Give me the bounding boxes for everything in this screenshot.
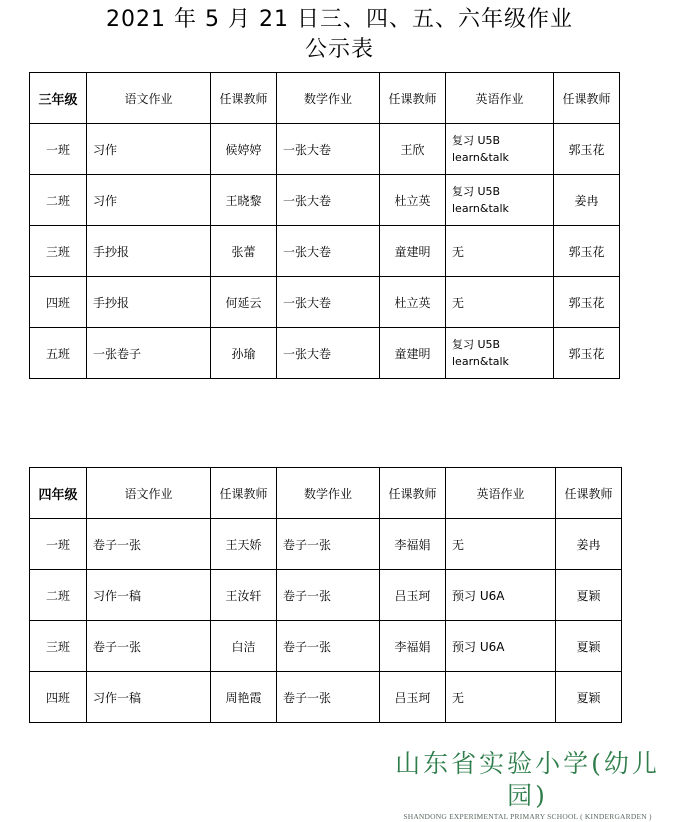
- teacher-cell: 童建明: [380, 328, 446, 379]
- school-logo-name: 山东省实验小学(幼儿园): [395, 749, 660, 810]
- header-teacher: 任课教师: [554, 73, 620, 124]
- math-cell: 一张大卷: [277, 328, 380, 379]
- grade-label: 三年级: [30, 73, 87, 124]
- teacher-cell: 姜冉: [554, 175, 620, 226]
- header-teacher: 任课教师: [211, 468, 277, 519]
- english-cell: 无: [446, 519, 556, 570]
- english-line: 复习 U5B: [452, 338, 501, 351]
- math-cell: 一张大卷: [277, 175, 380, 226]
- table-row: [30, 124, 620, 175]
- math-cell: 一张大卷: [277, 277, 380, 328]
- teacher-cell: 夏颖: [556, 672, 622, 723]
- teacher-cell: 孙瑜: [211, 328, 277, 379]
- teacher-cell: 郭玉花: [554, 124, 620, 175]
- teacher-cell: 童建明: [380, 226, 446, 277]
- header-teacher: 任课教师: [380, 73, 446, 124]
- class-cell: 一班: [30, 124, 87, 175]
- school-logo-english: SHANDONG EXPERIMENTAL PRIMARY SCHOOL ( KINDERGARDEN ): [403, 812, 652, 821]
- table-row: [30, 519, 622, 570]
- table-row: [30, 621, 622, 672]
- english-line: learn&talk: [452, 355, 509, 368]
- teacher-cell: 张蕾: [211, 226, 277, 277]
- english-cell: 预习 U6A: [446, 621, 556, 672]
- chinese-cell: 一张卷子: [87, 328, 211, 379]
- teacher-cell: 王晓黎: [211, 175, 277, 226]
- page-title-line1: 2021 年 5 月 21 日三、四、五、六年级作业: [106, 7, 573, 32]
- table-row: [30, 226, 620, 277]
- header-english: 英语作业: [446, 73, 554, 124]
- teacher-cell: 郭玉花: [554, 277, 620, 328]
- teacher-cell: 夏颖: [556, 621, 622, 672]
- table-row: [30, 672, 622, 723]
- teacher-cell: 杜立英: [380, 277, 446, 328]
- table-header-row: [30, 73, 620, 124]
- english-line: learn&talk: [452, 151, 509, 164]
- teacher-cell: 郭玉花: [554, 328, 620, 379]
- english-line: learn&talk: [452, 202, 509, 215]
- table-row: [30, 175, 620, 226]
- grade-label: 四年级: [30, 468, 87, 519]
- math-cell: 卷子一张: [277, 672, 380, 723]
- chinese-cell: 卷子一张: [87, 621, 211, 672]
- chinese-cell: 卷子一张: [87, 519, 211, 570]
- teacher-cell: 王天娇: [211, 519, 277, 570]
- table-row: [30, 570, 622, 621]
- teacher-cell: 李福娟: [380, 621, 446, 672]
- teacher-cell: 王欣: [380, 124, 446, 175]
- table-row: [30, 277, 620, 328]
- english-cell: [446, 124, 554, 175]
- teacher-cell: 何延云: [211, 277, 277, 328]
- class-cell: 一班: [30, 519, 87, 570]
- class-cell: 三班: [30, 621, 87, 672]
- class-cell: 五班: [30, 328, 87, 379]
- teacher-cell: 李福娟: [380, 519, 446, 570]
- math-cell: 一张大卷: [277, 124, 380, 175]
- header-chinese: 语文作业: [87, 73, 211, 124]
- school-logo: [380, 748, 675, 822]
- english-cell: 预习 U6A: [446, 570, 556, 621]
- teacher-cell: 姜冉: [556, 519, 622, 570]
- table-header-row: [30, 468, 622, 519]
- teacher-cell: 杜立英: [380, 175, 446, 226]
- chinese-cell: 手抄报: [87, 277, 211, 328]
- english-line: 复习 U5B: [452, 185, 501, 198]
- header-math: 数学作业: [277, 468, 380, 519]
- teacher-cell: 王汝轩: [211, 570, 277, 621]
- math-cell: 卷子一张: [277, 621, 380, 672]
- header-english: 英语作业: [446, 468, 556, 519]
- header-teacher: 任课教师: [211, 73, 277, 124]
- class-cell: 四班: [30, 277, 87, 328]
- math-cell: 一张大卷: [277, 226, 380, 277]
- english-cell: [446, 328, 554, 379]
- class-cell: 三班: [30, 226, 87, 277]
- math-cell: 卷子一张: [277, 519, 380, 570]
- english-cell: [446, 175, 554, 226]
- grade4-table: [29, 467, 622, 723]
- class-cell: 四班: [30, 672, 87, 723]
- english-cell: 无: [446, 226, 554, 277]
- chinese-cell: 手抄报: [87, 226, 211, 277]
- header-math: 数学作业: [277, 73, 380, 124]
- teacher-cell: 候婷婷: [211, 124, 277, 175]
- chinese-cell: 习作一稿: [87, 672, 211, 723]
- teacher-cell: 夏颖: [556, 570, 622, 621]
- table-row: [30, 328, 620, 379]
- teacher-cell: 周艳霞: [211, 672, 277, 723]
- header-teacher: 任课教师: [380, 468, 446, 519]
- teacher-cell: 吕玉珂: [380, 570, 446, 621]
- english-cell: 无: [446, 277, 554, 328]
- class-cell: 二班: [30, 175, 87, 226]
- math-cell: 卷子一张: [277, 570, 380, 621]
- page-title-line2: 公示表: [304, 37, 374, 62]
- header-chinese: 语文作业: [87, 468, 211, 519]
- chinese-cell: 习作: [87, 124, 211, 175]
- grade3-table: [29, 72, 620, 379]
- class-cell: 二班: [30, 570, 87, 621]
- english-line: 复习 U5B: [452, 134, 501, 147]
- teacher-cell: 吕玉珂: [380, 672, 446, 723]
- teacher-cell: 郭玉花: [554, 226, 620, 277]
- chinese-cell: 习作一稿: [87, 570, 211, 621]
- header-teacher: 任课教师: [556, 468, 622, 519]
- english-cell: 无: [446, 672, 556, 723]
- chinese-cell: 习作: [87, 175, 211, 226]
- teacher-cell: 白洁: [211, 621, 277, 672]
